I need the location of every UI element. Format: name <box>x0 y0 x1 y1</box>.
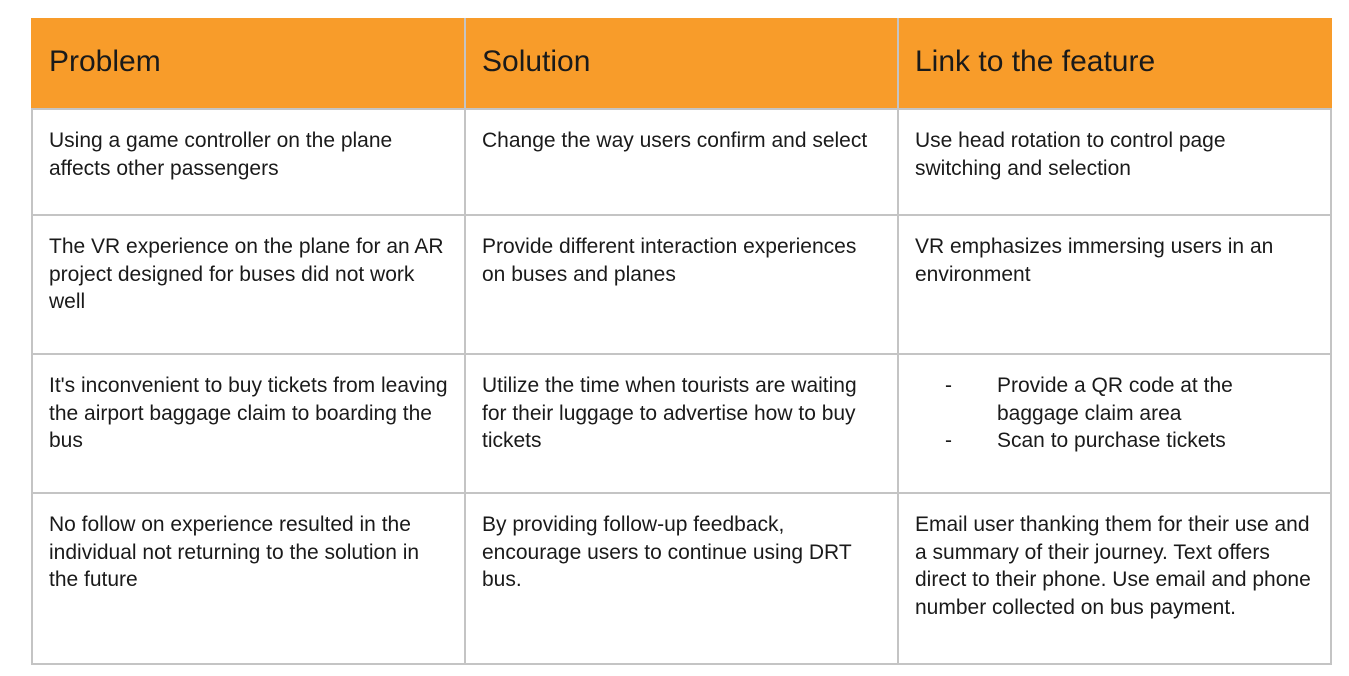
list-item-text: Scan to purchase tickets <box>997 429 1226 452</box>
table-body <box>32 109 1331 664</box>
feature-bullet-list <box>915 372 1314 455</box>
table-row <box>32 215 1331 354</box>
table-header <box>32 19 1331 109</box>
table-row <box>32 109 1331 215</box>
list-item-text: Provide a QR code at the baggage claim area <box>997 374 1233 425</box>
header-row <box>32 19 1331 109</box>
problem-cell: No follow on experience resulted in the individual not returning to the solution in the future <box>32 493 465 664</box>
feature-cell <box>898 354 1331 493</box>
header-link-to-feature: Link to the feature <box>898 19 1331 109</box>
problem-cell: The VR experience on the plane for an AR project designed for buses did not work well <box>32 215 465 354</box>
dash-bullet: - <box>945 374 952 397</box>
header-solution: Solution <box>465 19 898 109</box>
table-row <box>32 493 1331 664</box>
problem-cell: It's inconvenient to buy tickets from leaving the airport baggage claim to boarding the bus <box>32 354 465 493</box>
list-item <box>915 372 1314 427</box>
solution-cell: Provide different interaction experiences on buses and planes <box>465 215 898 354</box>
header-problem: Problem <box>32 19 465 109</box>
problem-cell: Using a game controller on the plane affects other passengers <box>32 109 465 215</box>
feature-cell: Email user thanking them for their use and a summary of their journey. Text offers direct to their phone. Use email and phone number collected on bus payment. <box>898 493 1331 664</box>
list-item <box>915 427 1314 455</box>
problem-solution-table <box>31 18 1332 665</box>
feature-cell: Use head rotation to control page switching and selection <box>898 109 1331 215</box>
table-row <box>32 354 1331 493</box>
solution-cell: Change the way users confirm and select <box>465 109 898 215</box>
dash-bullet: - <box>945 429 952 452</box>
solution-cell: By providing follow-up feedback, encourage users to continue using DRT bus. <box>465 493 898 664</box>
solution-cell: Utilize the time when tourists are waiting for their luggage to advertise how to buy tickets <box>465 354 898 493</box>
feature-cell: VR emphasizes immersing users in an environment <box>898 215 1331 354</box>
